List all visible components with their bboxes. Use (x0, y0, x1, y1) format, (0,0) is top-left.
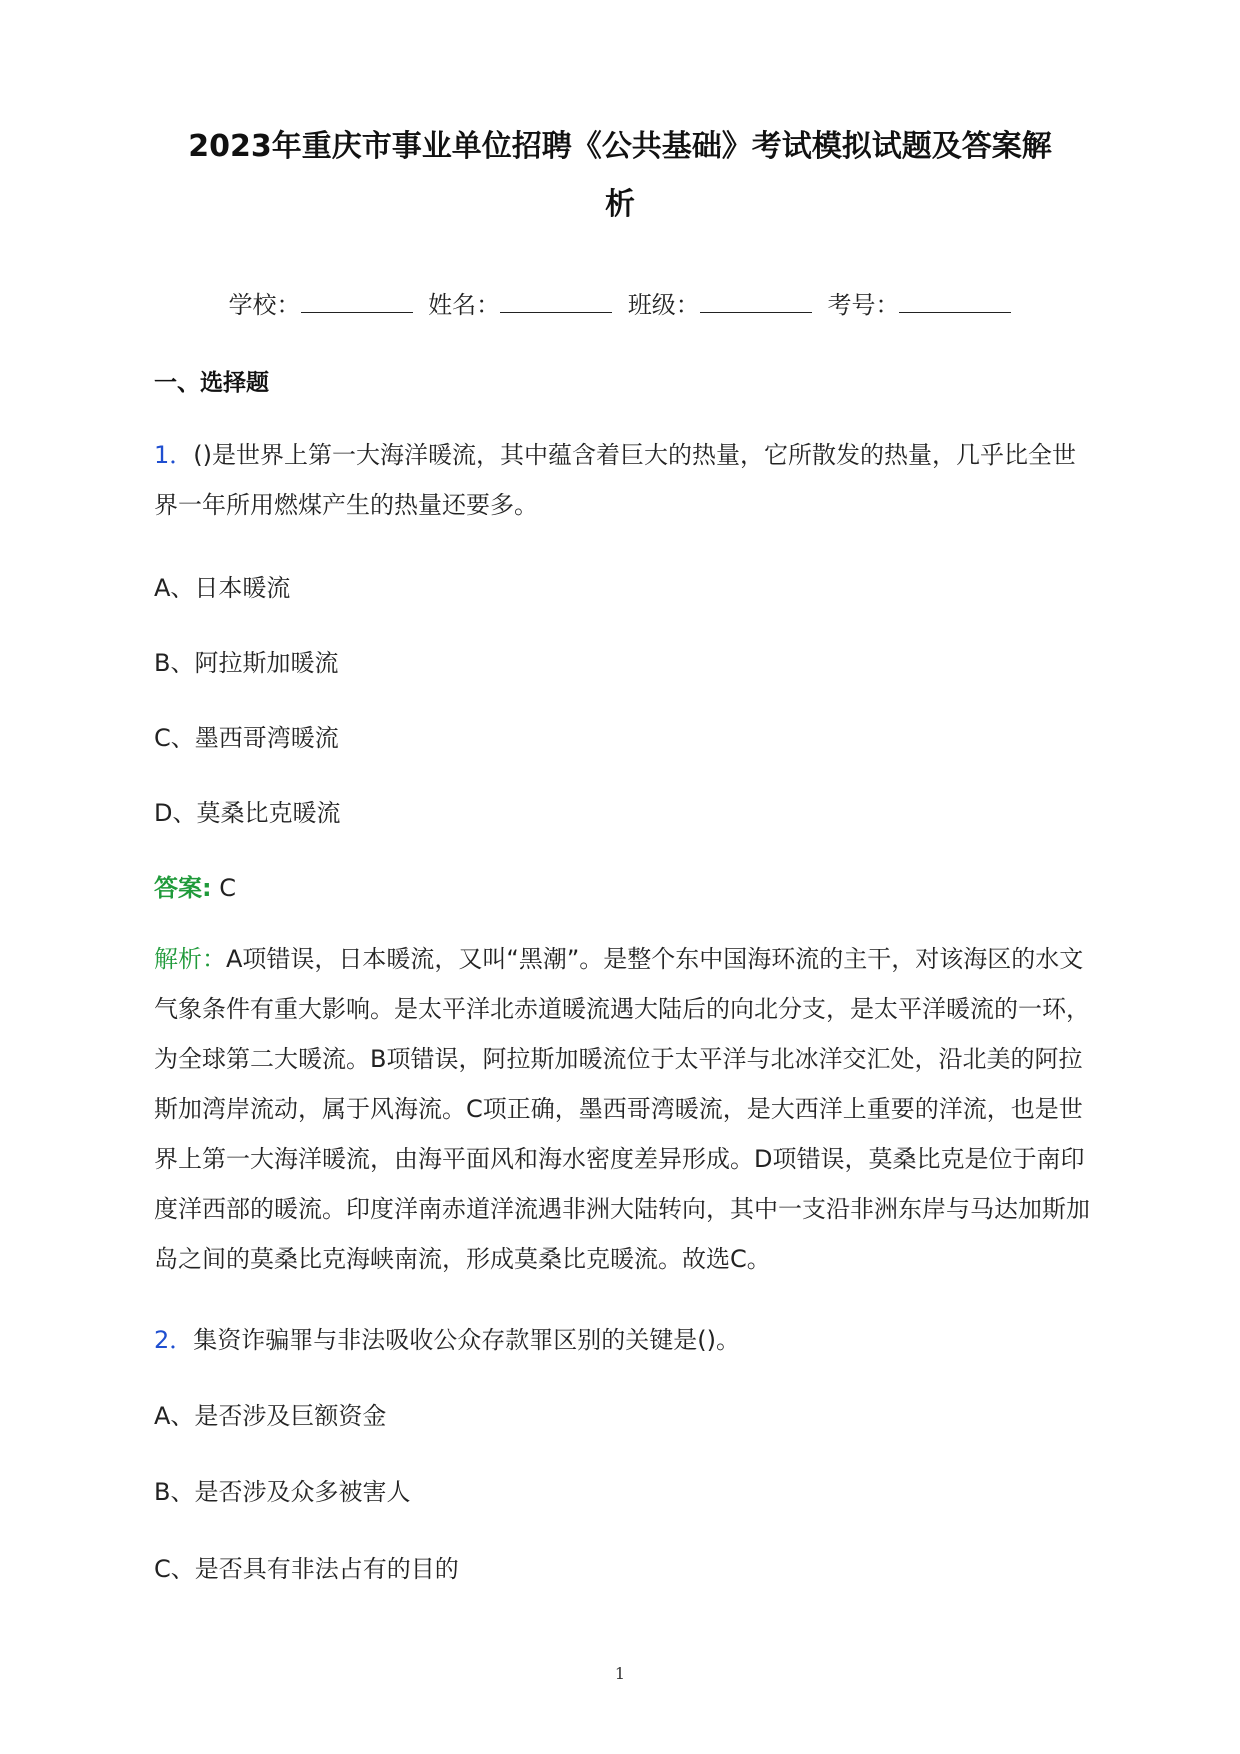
school-label: 学校： (228, 291, 301, 319)
question-1-stem (154, 430, 1099, 530)
document-title (150, 118, 1090, 234)
analysis-text: A项错误，日本暖流，又叫“黑潮”。是整个东中国海环流的主干，对该海区的水文气象条件有重大影响。是太平洋北赤道暖流遇大陆后的向北分支，是太平洋暖流的一环，为全球第二大暖流。B项错误，阿拉斯加暖流位于太平洋与北冰洋交汇处，沿北美的阿拉斯加湾岸流动，属于风海流。C项正确，墨西哥湾暖流，是大西洋上重要的洋流，也是世界上第一大海洋暖流，由海平面风和海水密度差异形成。D项错误，莫桑比克是位于南印度洋西部的暖流。印度洋南赤道洋流遇非洲大陆转向，其中一支沿非洲东岸与马达加斯加岛之间的莫桑比克海峡南流，形成莫桑比克暖流。故选C。 (154, 945, 1090, 1273)
answer-value: C (211, 874, 236, 902)
school-blank (301, 290, 413, 313)
name-blank (500, 290, 612, 313)
title-line-2: 析 (605, 187, 635, 222)
class-blank (700, 290, 812, 313)
question-1-text: ()是世界上第一大海洋暖流，其中蕴含着巨大的热量，它所散发的热量，几乎比全世界一年所用燃煤产生的热量还要多。 (154, 441, 1077, 519)
question-2-stem (154, 1315, 1099, 1365)
exam-number-blank (899, 290, 1011, 313)
question-1-answer (154, 868, 236, 903)
exam-number-label: 考号： (827, 291, 900, 319)
question-1-option-b: B、阿拉斯加暖流 (154, 649, 339, 677)
question-1-analysis (154, 934, 1099, 1284)
name-field (428, 291, 612, 319)
page-number: 1 (614, 1664, 626, 1683)
question-2-option-a: A、是否涉及巨额资金 (154, 1402, 387, 1430)
question-1-option-c: C、墨西哥湾暖流 (154, 724, 339, 752)
student-info-line (0, 285, 1240, 320)
class-field (628, 291, 812, 319)
analysis-label: 解析： (154, 945, 226, 973)
class-label: 班级： (627, 291, 700, 319)
name-label: 姓名： (428, 291, 501, 319)
answer-label: 答案: (154, 874, 212, 902)
question-2-number: 2． (154, 1326, 194, 1354)
question-1-option-a: A、日本暖流 (154, 574, 291, 602)
exam-number-field (827, 291, 1011, 319)
school-field (229, 291, 413, 319)
title-line-1: 2023年重庆市事业单位招聘《公共基础》考试模拟试题及答案解 (188, 129, 1052, 164)
question-2-option-c: C、是否具有非法占有的目的 (154, 1555, 459, 1583)
section-heading: 一、选择题 (154, 370, 269, 396)
question-1-number: 1． (154, 441, 194, 469)
question-2-option-b: B、是否涉及众多被害人 (154, 1478, 411, 1506)
question-2-text: 集资诈骗罪与非法吸收公众存款罪区别的关键是()。 (193, 1326, 741, 1354)
question-1-option-d: D、莫桑比克暖流 (154, 799, 341, 827)
